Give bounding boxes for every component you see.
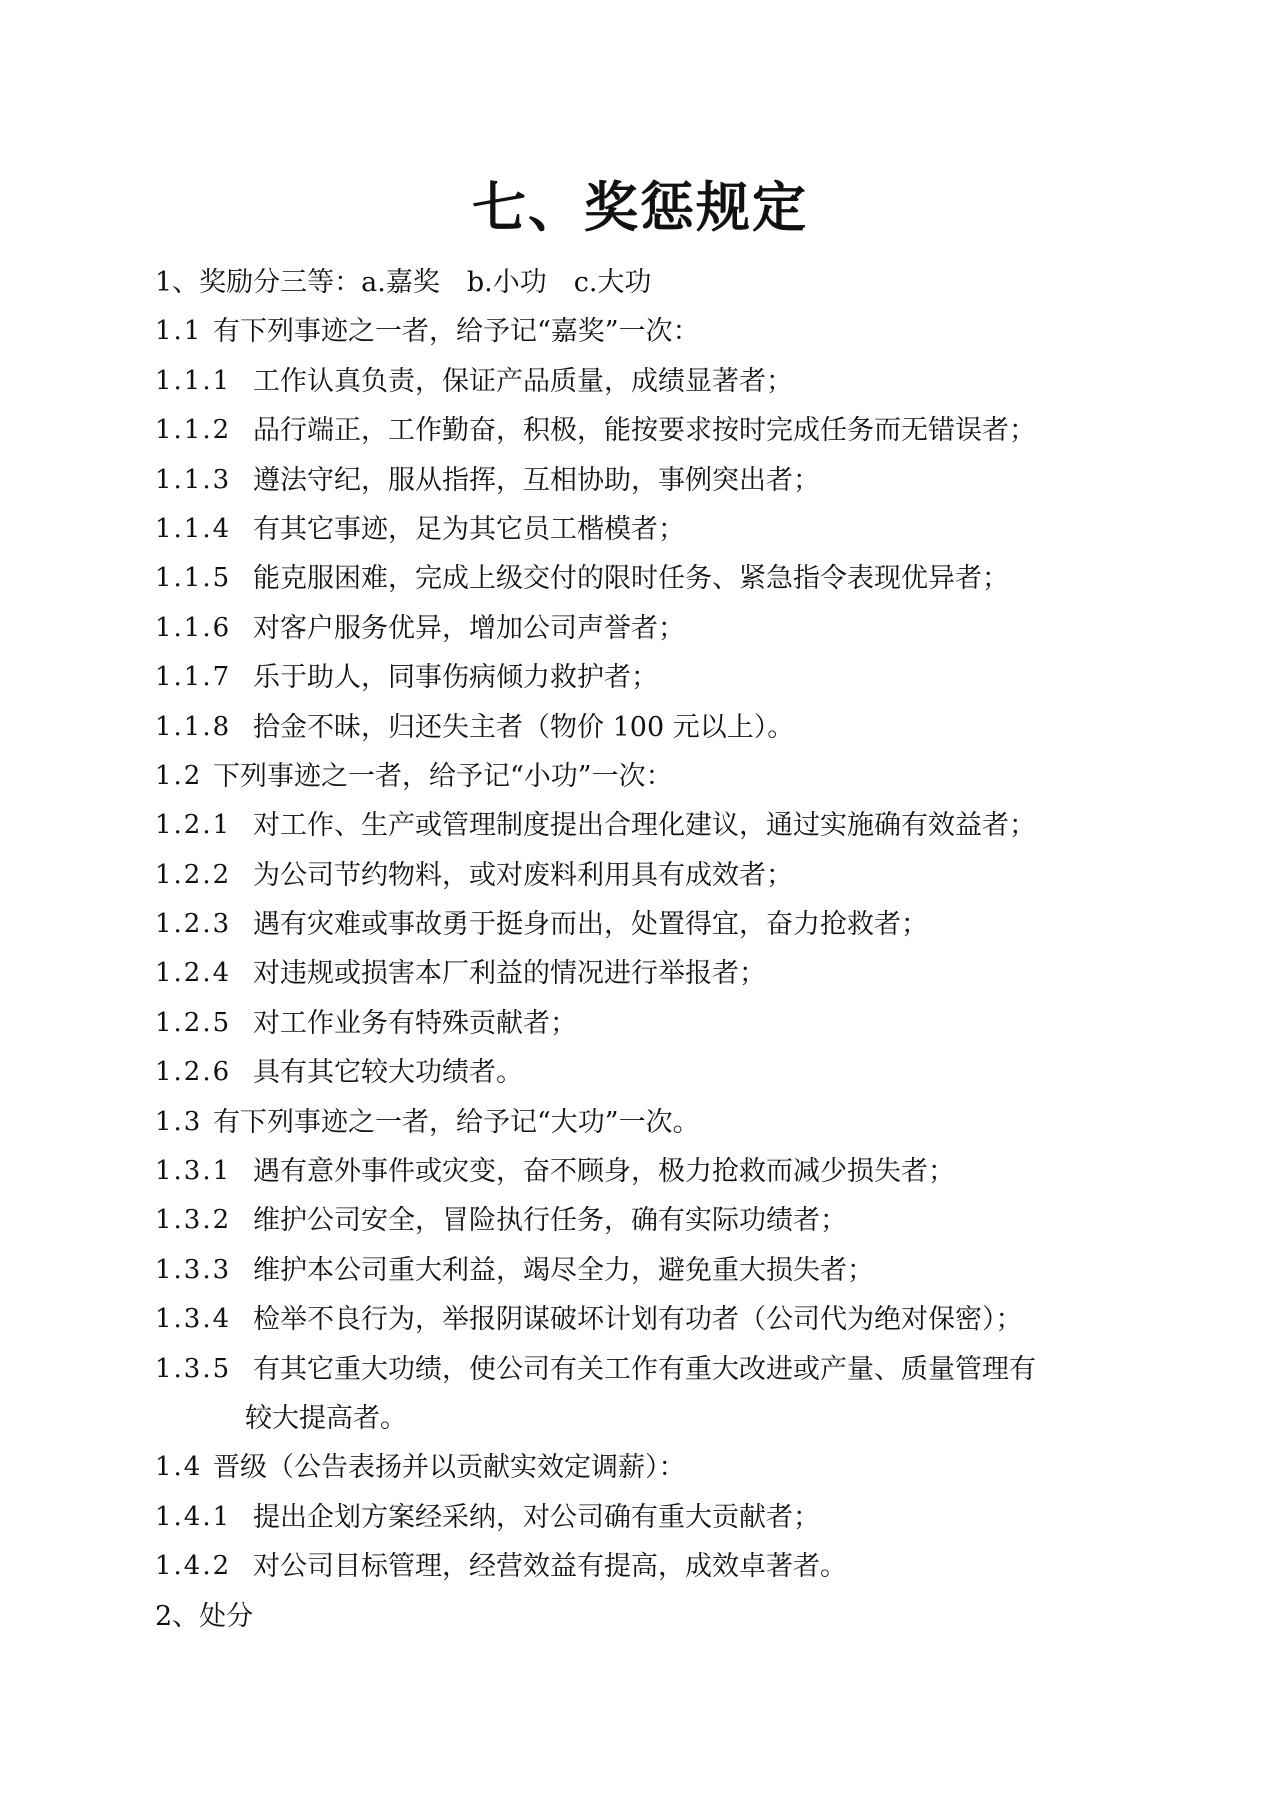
section-number: 1.4 [155, 1452, 203, 1483]
line-text: 为公司节约物料，或对废料利用具有成效者； [253, 859, 793, 891]
section-number: 1.1 [155, 316, 203, 347]
list-item [155, 752, 1165, 801]
section-number: 1.4.1 [155, 1501, 232, 1532]
list-item [155, 505, 1165, 554]
section-number: 1.1.1 [155, 365, 232, 396]
line-text: 品行端正，工作勤奋，积极，能按要求按时完成任务而无错误者； [253, 415, 1036, 447]
section-number: 1.1.5 [155, 563, 232, 594]
line-text: 对公司目标管理，经营效益有提高，成效卓著者。 [253, 1551, 847, 1583]
section-number: 1.1.4 [155, 513, 232, 544]
section-number: 1.1.6 [155, 612, 232, 643]
section-number: 1.2.4 [155, 958, 232, 989]
line-text: 检举不良行为，举报阴谋破坏计划有功者（公司代为绝对保密）； [253, 1304, 1023, 1336]
section-number: 1.3 [155, 1106, 203, 1137]
section-number: 1.3.3 [155, 1254, 232, 1285]
section-number: 1.3.2 [155, 1205, 232, 1236]
line-text: 1、奖励分三等：a.嘉奖 b.小功 c.大功 [155, 267, 652, 298]
list-item [155, 1295, 1165, 1344]
list-item [155, 653, 1165, 702]
list-item [155, 1542, 1165, 1591]
list-item [155, 900, 1165, 949]
list-item [155, 801, 1165, 850]
list-item [155, 1147, 1165, 1196]
line-text: 2、处分 [155, 1600, 254, 1632]
list-item [155, 1443, 1165, 1492]
list-item [155, 258, 1165, 307]
list-item [155, 406, 1165, 455]
line-text: 遇有意外事件或灾变，奋不顾身，极力抢救而减少损失者； [253, 1156, 955, 1188]
section-number: 1.1.3 [155, 464, 232, 495]
line-text: 有其它事迹，足为其它员工楷模者； [253, 513, 685, 545]
line-text: 对违规或损害本厂利益的情况进行举报者； [253, 958, 766, 990]
list-item [155, 703, 1165, 752]
line-text: 拾金不昧，归还失主者（物价 100 元以上）。 [253, 711, 795, 743]
section-number: 1.2.2 [155, 859, 232, 890]
section-number: 1.2 [155, 760, 203, 791]
list-item [155, 1048, 1165, 1097]
list-item [155, 1592, 1165, 1641]
document-body [155, 258, 1165, 1641]
list-item [155, 999, 1165, 1048]
line-text: 有下列事迹之一者，给予记“嘉奖”一次： [213, 316, 700, 348]
line-text: 有其它重大功绩，使公司有关工作有重大改进或产量、质量管理有 [253, 1353, 1036, 1385]
line-text: 能克服困难，完成上级交付的限时任务、紧急指令表现优异者； [253, 563, 1009, 595]
list-item-continuation [155, 1394, 1165, 1443]
section-number: 1.3.1 [155, 1156, 232, 1187]
line-text: 提出企划方案经采纳，对公司确有重大贡献者； [253, 1501, 820, 1533]
list-item [155, 456, 1165, 505]
page-title: 七、奖惩规定 [472, 175, 808, 239]
list-item [155, 949, 1165, 998]
line-text: 工作认真负责，保证产品质量，成绩显著者； [253, 365, 793, 397]
line-text: 下列事迹之一者，给予记“小功”一次： [213, 760, 673, 792]
list-item [155, 1098, 1165, 1147]
list-item [155, 1493, 1165, 1542]
list-item [155, 604, 1165, 653]
line-text: 维护本公司重大利益，竭尽全力，避免重大损失者； [253, 1254, 874, 1286]
line-text: 对客户服务优异，增加公司声誉者； [253, 612, 685, 644]
section-number: 1.1.7 [155, 662, 232, 693]
line-text: 乐于助人，同事伤病倾力救护者； [253, 662, 658, 694]
line-text: 较大提高者。 [245, 1402, 407, 1434]
line-text: 具有其它较大功绩者。 [253, 1057, 523, 1089]
line-text: 遵法守纪，服从指挥，互相协助，事例突出者； [253, 464, 820, 496]
section-number: 1.2.1 [155, 810, 232, 841]
section-number: 1.2.6 [155, 1057, 232, 1088]
list-item [155, 357, 1165, 406]
line-text: 晋级（公告表扬并以贡献实效定调薪）： [213, 1452, 686, 1484]
line-text: 遇有灾难或事故勇于挺身而出，处置得宜，奋力抢救者； [253, 909, 928, 941]
section-number: 1.3.4 [155, 1304, 232, 1335]
list-item [155, 1246, 1165, 1295]
section-number: 1.3.5 [155, 1353, 232, 1384]
section-number: 1.4.2 [155, 1551, 232, 1582]
list-item [155, 307, 1165, 356]
section-number: 1.2.5 [155, 1007, 232, 1038]
list-item [155, 1345, 1165, 1394]
list-item [155, 1196, 1165, 1245]
line-text: 维护公司安全，冒险执行任务，确有实际功绩者； [253, 1205, 847, 1237]
list-item [155, 851, 1165, 900]
section-number: 1.1.8 [155, 711, 232, 742]
section-number: 1.1.2 [155, 415, 232, 446]
section-number: 1.2.3 [155, 909, 232, 940]
list-item [155, 554, 1165, 603]
line-text: 对工作业务有特殊贡献者； [253, 1007, 577, 1039]
line-text: 有下列事迹之一者，给予记“大功”一次。 [213, 1106, 700, 1138]
line-text: 对工作、生产或管理制度提出合理化建议，通过实施确有效益者； [253, 810, 1036, 842]
